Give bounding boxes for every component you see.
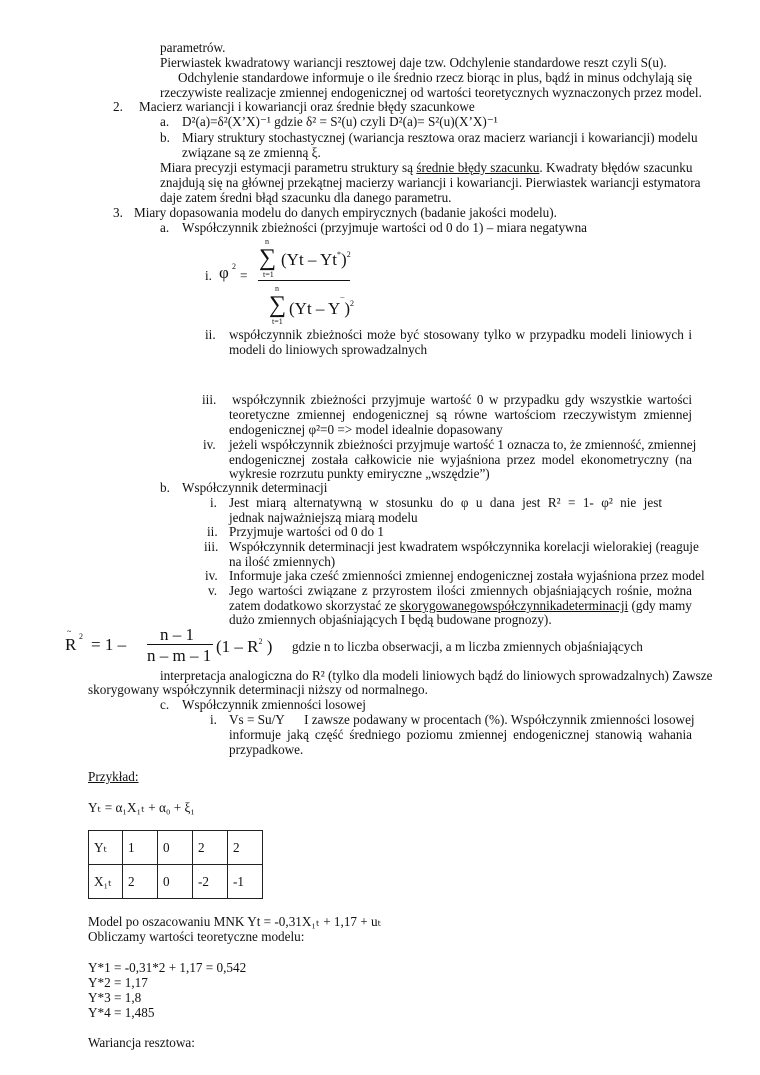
list-number: 2. (113, 99, 123, 114)
text-line (160, 161, 692, 175)
text-line: jeżeli współczynnik zbieżności przyjmuje wartość 1 oznacza to, że zmienność, zmiennej (229, 437, 697, 452)
superscript: 2 (349, 299, 354, 308)
table-cell: -1 (228, 865, 263, 899)
list-roman: i. (205, 268, 212, 283)
superscript: 2 (232, 262, 236, 271)
sum-lower: t=1 (272, 317, 283, 326)
equals: = (240, 268, 248, 283)
list-letter: b. (160, 130, 170, 145)
superscript: 2 (258, 637, 263, 646)
text: (1 – R (216, 637, 259, 656)
bar-accent: ¯ (340, 297, 345, 306)
value-line: Y*2 = 1,17 (88, 975, 148, 990)
text-line: jednak najważniejszą miarą modelu (229, 510, 418, 525)
data-table (88, 830, 263, 899)
sum-lower: t=1 (263, 270, 274, 279)
text-line: dużo zmiennych objaśniających I będą budowane prognozy). (229, 612, 552, 627)
table-cell: 0 (158, 831, 193, 865)
text-line: Pierwiastek kwadratowy wariancji resztowej daje tzw. Odchylenie standardowe reszt czyli S(u). (160, 55, 667, 70)
section-heading: Macierz wariancji i kowariancji oraz średnie błędy szacunkowe (139, 99, 475, 114)
text-line: Miary struktury stochastycznej (wariancja resztowa oraz macierz wariancji i kowariancji) modelu (182, 130, 698, 145)
text: ) (344, 299, 350, 318)
text-line: modeli do liniowych sprowadzalnych (229, 342, 428, 357)
text-line: endogenicznej została całkowicie nie wyjaśniona przez model ekonometryczny (na (229, 452, 692, 467)
superscript: 2 (346, 250, 351, 259)
denominator (289, 297, 354, 316)
text-line: na ilość zmiennych) (229, 554, 336, 569)
text-line: Model po oszacowaniu MNK Yt = -0,31X₁ₜ + 1,17 + uₜ (88, 914, 382, 929)
list-roman: i. (210, 495, 217, 510)
table-row (89, 831, 263, 865)
value-line: Y*4 = 1,485 (88, 1005, 155, 1020)
subsection-heading: Współczynnik zbieżności (przyjmuje wartości od 0 do 1) – miara negatywna (182, 220, 588, 235)
text-line (229, 599, 692, 613)
text-line: skorygowany współczynnik determinacji niższy od normalnego. (88, 682, 428, 697)
numerator: n – 1 (160, 625, 194, 644)
value-line: Y*3 = 1,8 (88, 990, 142, 1005)
denominator: n – m – 1 (147, 646, 212, 665)
table-cell: 2 (228, 831, 263, 865)
table-row (89, 865, 263, 899)
table-cell: 0 (158, 865, 193, 899)
tilde-accent: ~ (67, 627, 72, 636)
list-roman: iv. (205, 568, 218, 583)
table-cell: 1 (123, 831, 158, 865)
fraction-bar (258, 280, 350, 281)
list-roman: i. (210, 712, 217, 727)
text-line: Wariancja resztowa: (88, 1035, 195, 1050)
tail (216, 637, 272, 654)
list-roman: ii. (207, 524, 218, 539)
model-equation: Yₜ = α₁X₁ₜ + α₀ + ξ₁ (88, 800, 196, 815)
table-cell: 2 (123, 865, 158, 899)
text-line: daje zatem średni błąd szacunku dla danego parametru. (160, 190, 452, 205)
text: ) (266, 637, 273, 656)
text-line: Jest miarą alternatywną w stosunku do φ u dana jest R² = 1- φ² nie jest (229, 495, 662, 510)
list-roman: iii. (204, 539, 219, 554)
text-line: współczynnik zbieżności przyjmuje wartość 0 w przypadku gdy wszystkie wartości (232, 392, 692, 407)
list-letter: b. (160, 480, 170, 495)
text: (Yt – Y (289, 299, 341, 318)
sum-upper: n (275, 284, 279, 293)
text-line: interpretacja analogiczna do R² (tylko dla modeli liniowych bądź do liniowych sprowadzalnych) Zawsze (160, 668, 713, 683)
text-line: współczynnik zbieżności może być stosowany tylko w przypadku modeli liniowych i (229, 327, 692, 342)
text-line: związane są ze zmienną ξ. (182, 145, 321, 160)
r-symbol: R (65, 635, 77, 654)
list-letter: a. (160, 220, 170, 235)
text-line: parametrów. (160, 40, 226, 55)
underlined-term: skorygowanegowspółczynnikadeterminacji (399, 598, 629, 613)
subsection-heading: Współczynnik zmienności losowej (182, 697, 366, 712)
sigma-icon: ∑ (269, 292, 287, 318)
list-letter: c. (160, 697, 170, 712)
text-line: Informuje jaka cześć zmienności zmiennej endogenicznej została wyjaśniona przez model (229, 568, 705, 583)
text-line: rzeczywiste realizacje zmiennej endogenicznej od wartości teoretycznych wyznaczonych przez model. (160, 85, 702, 100)
text-line: Współczynnik determinacji jest kwadratem współczynnika korelacji wielorakiej (reaguje (229, 539, 699, 554)
text-line: endogenicznej φ²=0 => model idealnie dopasowany (229, 422, 503, 437)
text: ) (341, 250, 347, 269)
superscript: 2 (79, 632, 83, 641)
text-line: przypadkowe. (229, 742, 304, 757)
subsection-heading: Współczynnik determinacji (182, 480, 328, 495)
list-roman: iii. (202, 392, 217, 407)
text-line: informuje jaką część średniego poziomu zmiennej endogenicznej stanowią wahania (229, 727, 692, 742)
text: . Kwadraty błędów szacunku (539, 160, 693, 175)
text: Miara precyzji estymacji parametru struktury są (160, 160, 417, 175)
equals: = 1 – (91, 635, 127, 654)
fraction-bar (147, 644, 213, 645)
table-cell: -2 (193, 865, 228, 899)
section-heading: Miary dopasowania modelu do danych empirycznych (badanie jakości modelu). (134, 205, 557, 220)
text-line: Obliczamy wartości teoretyczne modelu: (88, 929, 305, 944)
list-number: 3. (113, 205, 123, 220)
underlined-term: średnie błędy szacunku (416, 160, 540, 175)
example-heading: Przykład: (88, 769, 139, 784)
sum-upper: n (265, 237, 269, 246)
text-line: znajdują się na głównej przekątnej macierzy wariancji i kowariancji. Pierwiastek wariancji estymatora (160, 175, 701, 190)
text-line: Vs = Su/Y I zawsze podawany w procentach (%). Współczynnik zmienności losowej (229, 712, 695, 727)
sigma-icon: ∑ (259, 245, 277, 271)
value-line: Y*1 = -0,31*2 + 1,17 = 0,542 (88, 960, 247, 975)
text-line: teoretyczne zmiennej endogenicznej są równe wartościom rzeczywistym zmiennej (229, 407, 692, 422)
text: (Yt – Yt (281, 250, 338, 269)
formula-line: D²(a)=δ²(X’X)⁻¹ gdzie δ² = S²(u) czyli D²(a)= S²(u)(X’X)⁻¹ (182, 114, 498, 129)
table-cell: X₁ₜ (89, 865, 123, 899)
list-roman: ii. (205, 327, 216, 342)
text-line: Odchylenie standardowe informuje o ile średnio rzecz biorąc in plus, bądź in minus odchylają się (178, 70, 692, 85)
formula-description: gdzie n to liczba obserwacji, a m liczba zmiennych objaśniających (292, 639, 643, 654)
superscript: * (337, 250, 342, 259)
list-roman: iv. (203, 437, 216, 452)
table-cell: Yₜ (89, 831, 123, 865)
phi-symbol: φ (219, 263, 229, 282)
numerator (281, 250, 351, 267)
text: zatem dodatkowo skorzystać ze (229, 598, 400, 613)
list-letter: a. (160, 114, 170, 129)
text-line: Przyjmuje wartości od 0 do 1 (229, 524, 384, 539)
text-line: wykresie rozrzutu punkty emiryczne „wszędzie”) (229, 466, 490, 481)
text: (gdy mamy (628, 598, 692, 613)
text-line: Jego wartości związane z przyrostem ilości zmiennych objaśniających rośnie, można (229, 583, 692, 598)
table-cell: 2 (193, 831, 228, 865)
list-roman: v. (208, 583, 218, 598)
